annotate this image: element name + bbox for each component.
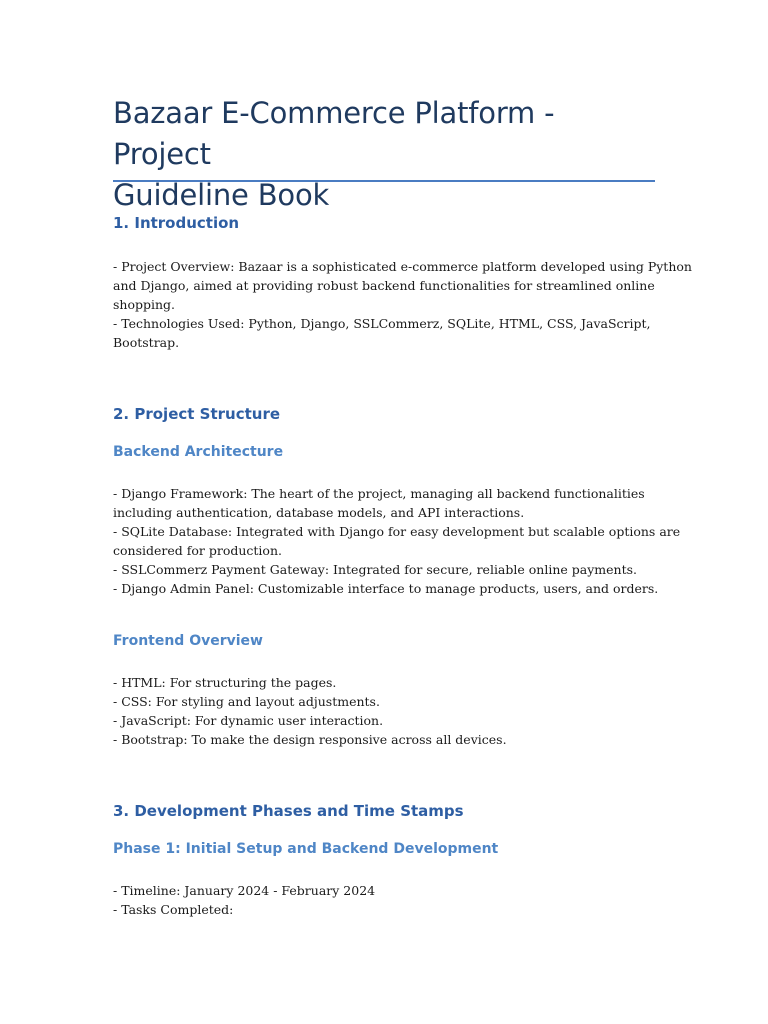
subheading-frontend-overview: Frontend Overview (113, 633, 263, 649)
document-title (113, 93, 655, 216)
text-line: - SSLCommerz Payment Gateway: Integrated for secure, reliable online payments. (113, 562, 637, 577)
phase-1-paragraph (113, 881, 655, 919)
text-line: - Project Overview: Bazaar is a sophisticated e-commerce platform developed using Python (113, 259, 692, 274)
text-line: - Bootstrap: To make the design responsive across all devices. (113, 732, 507, 747)
document-title-line-2: Guideline Book (113, 178, 330, 212)
text-line: Bootstrap. (113, 335, 180, 350)
heading-introduction: 1. Introduction (113, 214, 240, 232)
text-line: and Django, aimed at providing robust backend functionalities for streamlined online (113, 278, 655, 293)
text-line: - Technologies Used: Python, Django, SSLCommerz, SQLite, HTML, CSS, JavaScript, (113, 316, 651, 331)
text-line: - SQLite Database: Integrated with Django for easy development but scalable options are (113, 524, 681, 539)
text-line: - Django Framework: The heart of the project, managing all backend functionalities (113, 486, 645, 501)
subheading-backend-architecture: Backend Architecture (113, 444, 284, 460)
text-line: - HTML: For structuring the pages. (113, 675, 337, 690)
title-underline-rule (113, 180, 655, 182)
text-line: - Tasks Completed: (113, 902, 234, 917)
text-line: - Django Admin Panel: Customizable interface to manage products, users, and orders. (113, 581, 659, 596)
heading-development-phases: 3. Development Phases and Time Stamps (113, 802, 464, 820)
text-line: including authentication, database models, and API interactions. (113, 505, 525, 520)
text-line: - JavaScript: For dynamic user interaction. (113, 713, 384, 728)
text-line: shopping. (113, 297, 176, 312)
document-title-line-1: Bazaar E-Commerce Platform - Project (113, 96, 555, 171)
text-line: - Timeline: January 2024 - February 2024 (113, 883, 376, 898)
text-line: considered for production. (113, 543, 282, 558)
introduction-paragraph (113, 257, 692, 352)
subheading-phase-1: Phase 1: Initial Setup and Backend Development (113, 841, 499, 857)
heading-project-structure: 2. Project Structure (113, 405, 281, 423)
backend-paragraph (113, 484, 681, 598)
frontend-paragraph (113, 673, 655, 749)
text-line: - CSS: For styling and layout adjustments. (113, 694, 380, 709)
